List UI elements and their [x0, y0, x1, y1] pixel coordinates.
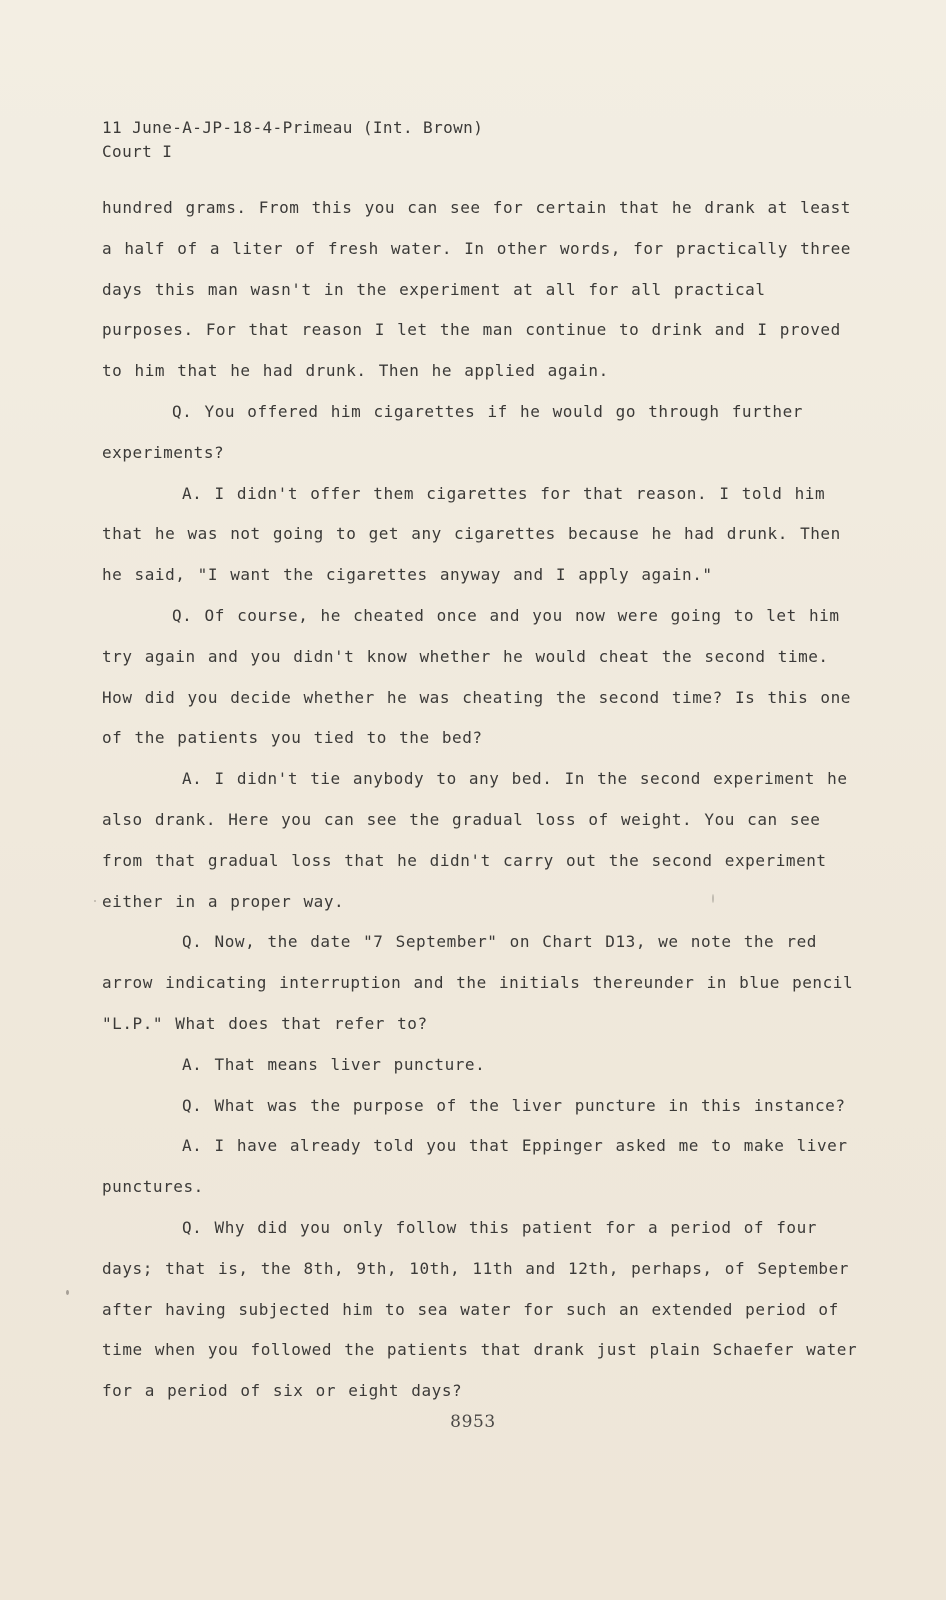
paper-speck	[712, 894, 714, 903]
paragraph-answer: A. I didn't tie anybody to any bed. In the second experiment he also drank. Here you can see the gradual loss of weight. You can see from that gradual loss that he didn't carry out the second experiment either in a proper way.	[102, 769, 848, 911]
header-line-court: Court I	[102, 142, 173, 161]
page-number: 8953	[450, 1412, 496, 1432]
paper-speck	[66, 1290, 69, 1295]
paragraph-answer: A. That means liver puncture.	[182, 1054, 486, 1074]
paragraph-answer: A. I didn't offer them cigarettes for that reason. I told him that he was not going to get any cigarettes because he had drunk. Then he said, "I want the cigarettes anyway and I apply again."	[102, 483, 841, 585]
paragraph-continuation: hundred grams. From this you can see for certain that he drank at least a half of a liter of fresh water. In other words, for practically three days this man wasn't in the experiment at all for all practical purposes. For that reason I let the man continue to drink and I proved to him that he had drunk. Then he applied again.	[102, 198, 851, 381]
paragraph-question: Q. Now, the date "7 September" on Chart D13, we note the red arrow indicating interruption and the initials thereunder in blue pencil "L.P." What does that refer to?	[102, 932, 854, 1033]
paper-speck	[94, 900, 96, 902]
paragraph-question: Q. What was the purpose of the liver puncture in this instance?	[182, 1095, 846, 1115]
paragraph-question: Q. Why did you only follow this patient for a period of four days; that is, the 8th, 9th, 10th, 11th and 12th, perhaps, of September after having subjected him to sea water for such an extended period of time when you followed the patients that drank just plain Schaefer water for a period of six or eight days?	[102, 1217, 858, 1401]
paragraph-question: Q. Of course, he cheated once and you now were going to let him try again and you didn't know whether he would cheat the second time. How did you decide whether he was cheating the second time? Is this one of the patients you tied to the bed?	[102, 605, 851, 748]
paragraph-question: Q. You offered him cigarettes if he would go through further experiments?	[102, 401, 803, 462]
header-line-case-reference: 11 June-A-JP-18-4-Primeau (Int. Brown)	[102, 118, 484, 137]
document-header	[102, 116, 483, 164]
transcript-body	[102, 188, 862, 1412]
paragraph-answer: A. I have already told you that Eppinger asked me to make liver punctures.	[102, 1136, 848, 1197]
